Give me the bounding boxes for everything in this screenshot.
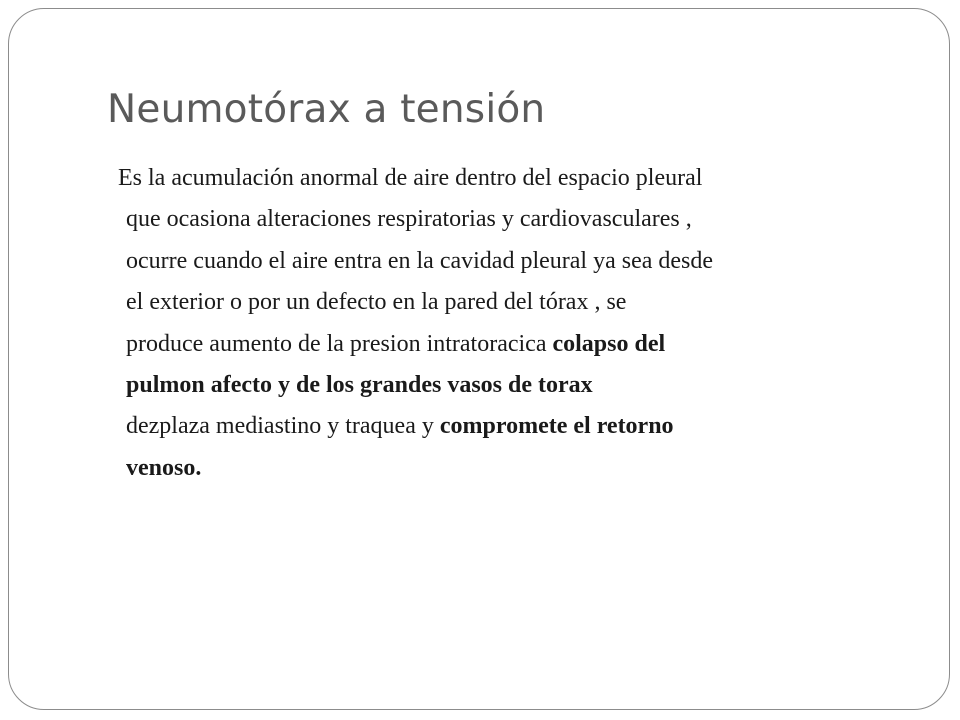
body-line-5	[126, 324, 902, 365]
body-line-7-plain: dezplaza mediastino y traquea y	[126, 413, 440, 440]
slide-title: Neumotórax a tensión	[107, 87, 546, 132]
body-line-4: el exterior o por un defecto en la pared del tórax , se	[126, 289, 627, 316]
body-line-3: ocurre cuando el aire entra en la cavidad pleural ya sea desde	[126, 247, 714, 274]
body-line-2: que ocasiona alteraciones respiratorias y cardiovasculares ,	[126, 206, 692, 233]
body-line-5-plain: produce aumento de la presion intratoracica	[126, 330, 553, 357]
body-line-7	[126, 406, 902, 447]
body-line-5-bold: colapso del	[552, 330, 666, 357]
body-line-6: pulmon afecto y de los grandes vasos de torax	[126, 372, 593, 399]
body-line-1: Es la acumulación anormal de aire dentro del espacio pleural	[118, 165, 703, 191]
slide-body-paragraph	[118, 158, 902, 489]
body-line-7-bold: compromete el retorno	[439, 413, 674, 440]
body-line-8: venoso.	[126, 454, 202, 481]
